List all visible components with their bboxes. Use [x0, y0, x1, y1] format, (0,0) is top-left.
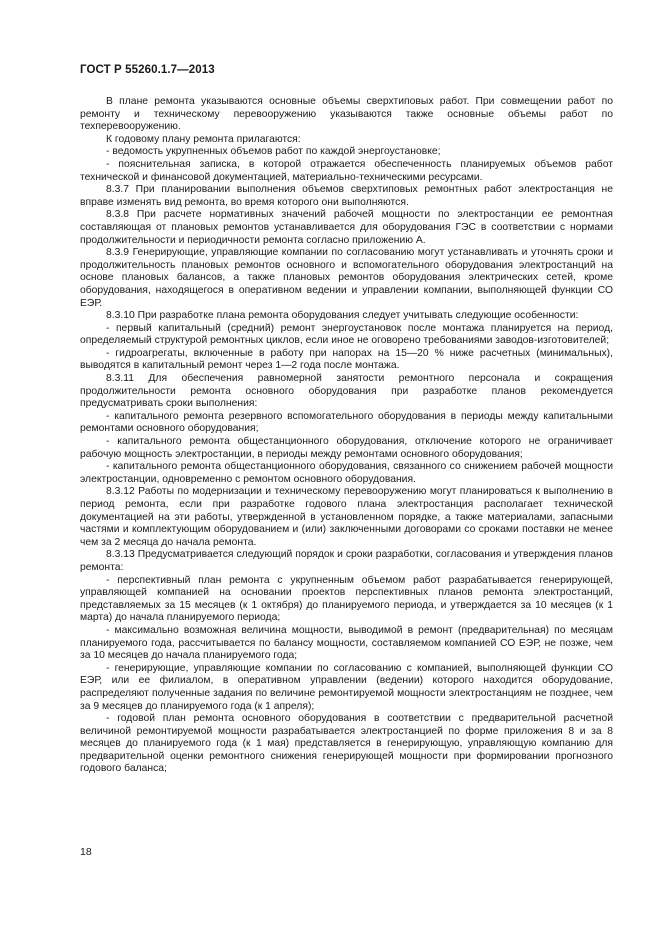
document-header: ГОСТ Р 55260.1.7—2013	[80, 64, 215, 76]
paragraph: В плане ремонта указываются основные объемы сверхтиповых работ. При совмещении работ по ремонту и техническому перевооружению указываются также основные объемы работ по техперевооружению.	[80, 96, 613, 133]
paragraph: К годовому плану ремонта прилагаются:	[106, 133, 301, 145]
document-body	[80, 96, 613, 776]
clause-8-3-7: 8.3.7 При планировании выполнения объемов сверхтиповых ремонтных работ электростанция не вправе изменять вид ремонта, во время которого они выполняются.	[80, 184, 613, 208]
list-item: - годовой план ремонта основного оборудования в соответствии с предварительной расчетной величиной ремонтируемой мощности разрабатывается электростанцией по форме приложения 8 и за 8 месяцев до планируемого года (к 1 мая) представляется в генерирующую, управляющую компанию для предварительной оценки ремонтного снижения генерирующей мощности при формировании прогнозного годового баланса;	[80, 713, 613, 775]
page-number: 18	[80, 846, 92, 858]
list-item: - первый капитальный (средний) ремонт энергоустановок после монтажа планируется на период, определяемый структурой ремонтных циклов, если иное не оговорено требованиями заводов-изготовителей;	[80, 322, 613, 347]
clause-8-3-11: 8.3.11 Для обеспечения равномерной занятости ремонтного персонала и сокращения продолжительности ремонта основного оборудования при разработке планов рекомендуется предусматривать сроки выполнения:	[80, 373, 613, 410]
clause-8-3-9: 8.3.9 Генерирующие, управляющие компании по согласованию могут устанавливать и уточнять сроки и продолжительность плановых ремонтов основного и вспомогательного оборудования электростанций на основе плановых балансов, а также плановых ремонтов оборудования электрических сетей, кроме оборудования, находящегося в оперативном ведении и управлении компании, выполняющей функции СО ЕЭР.	[80, 247, 613, 309]
clause-8-3-10: 8.3.10 При разработке плана ремонта оборудования следует учитывать следующие особенности:	[106, 310, 579, 322]
clause-8-3-8: 8.3.8 При расчете нормативных значений рабочей мощности по электростанции ее ремонтная составляющая от плановых ремонтов устанавливается для оборудования ГЭС в соответствии с нормами продолжительности и периодичности ремонта согласно приложению А.	[80, 209, 613, 246]
list-item: - гидроагрегаты, включенные в работу при напорах на 15—20 % ниже расчетных (минимальных), выводятся в капитальный ремонт через 1—2 года после монтажа.	[80, 347, 613, 372]
clause-8-3-12: 8.3.12 Работы по модернизации и техническому перевооружению могут планироваться к выполнению в период ремонта, если при разработке годового плана электростанция располагает технической документацией на эти работы, утвержденной в установленном порядке, а также материалами, запасными частями и комплектующим оборудованием и (или) заключенными договорами со сроками поставки не менее чем за 2 месяца до начала ремонта.	[80, 486, 613, 548]
list-item: - ведомость укрупненных объемов работ по каждой энергоустановке;	[106, 146, 441, 158]
list-item: - генерирующие, управляющие компании по согласованию с компанией, выполняющей функции СО ЕЭР, или ее филиалом, в оперативном управлении (ведении) которого находится оборудование, распределяют полученные задания по величине ремонтируемой мощности электростанциям не позднее, чем за 9 месяцев до планируемого года (к 1 апреля);	[80, 662, 613, 712]
list-item: - капитального ремонта общестанционного оборудования, отключение которого не ограничивает рабочую мощность электростанции, в периоды между ремонтами основного оборудования;	[80, 436, 613, 460]
list-item: - перспективный план ремонта с укрупненным объемом работ разрабатывается генерирующей, управляющей компанией на основании проектов перспективных планов ремонта электростанций, представляемых за 15 месяцев (к 1 октября) до планируемого периода, и утверждается за 10 месяцев (к 1 марта) до начала планируемого периода;	[80, 574, 613, 624]
list-item: - капитального ремонта общестанционного оборудования, связанного со снижением рабочей мощности электростанции, одновременно с ремонтом основного оборудования.	[80, 461, 613, 485]
list-item: - капитального ремонта резервного вспомогательного оборудования в периоды между капитальными ремонтами основного оборудования;	[80, 410, 613, 435]
list-item: - пояснительная записка, в которой отражается обеспеченность планируемых объемов работ технической и финансовой документацией, материально-техническими ресурсами.	[80, 158, 613, 183]
clause-8-3-13: 8.3.13 Предусматривается следующий порядок и сроки разработки, согласования и утверждения планов ремонта:	[80, 549, 613, 573]
list-item: - максимально возможная величина мощности, выводимой в ремонт (предварительная) по месяцам планируемого года, рассчитывается по балансу мощности, составляемом компанией СО ЕЭР, не позже, чем за 10 месяцев до начала планируемого года;	[80, 624, 613, 662]
